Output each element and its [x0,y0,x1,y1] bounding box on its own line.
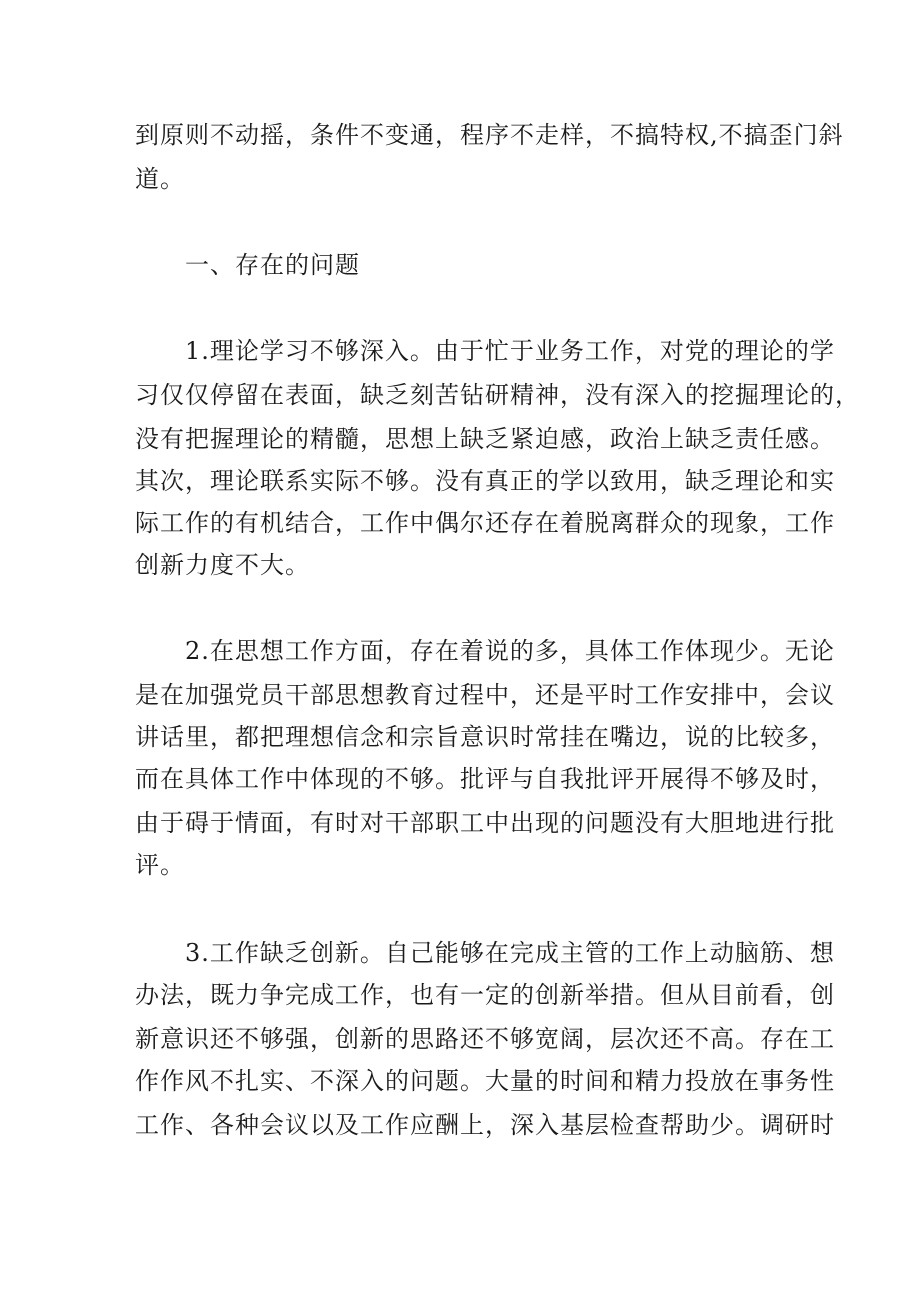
paragraph-3-line: 3.工作缺乏创新。自己能够在完成主管的工作上动脑筋、想 [185,939,835,967]
intro-line: 到原则不动摇，条件不变通，程序不走样，不搞特权,不搞歪门斜 [135,121,844,149]
intro-line: 道。 [135,165,185,193]
paragraph-2-line: 讲话里，都把理想信念和宗旨意识时常挂在嘴边，说的比较多， [135,723,835,751]
paragraph-1-line: 创新力度不大。 [135,551,310,579]
paragraph-2-line: 评。 [135,851,185,879]
paragraph-1-line: 没有把握理论的精髓，思想上缺乏紧迫感，政治上缺乏责任感。 [135,425,835,453]
section-heading: 一、存在的问题 [185,251,360,279]
paragraph-1-line: 1.理论学习不够深入。由于忙于业务工作，对党的理论的学 [185,337,835,365]
paragraph-2-line: 而在具体工作中体现的不够。批评与自我批评开展得不够及时， [135,765,835,793]
paragraph-3-line: 办法，既力争完成工作，也有一定的创新举措。但从目前看，创 [135,981,835,1009]
paragraph-1-line: 际工作的有机结合，工作中偶尔还存在着脱离群众的现象，工作 [135,509,835,537]
paragraph-1-line: 其次，理论联系实际不够。没有真正的学以致用，缺乏理论和实 [135,467,835,495]
paragraph-1-line: 习仅仅停留在表面，缺乏刻苦钻研精神，没有深入的挖掘理论的， [135,381,860,409]
paragraph-3-line: 作作风不扎实、不深入的问题。大量的时间和精力投放在事务性 [135,1067,835,1095]
paragraph-2-line: 由于碍于情面，有时对干部职工中出现的问题没有大胆地进行批 [135,809,835,837]
paragraph-3-line: 工作、各种会议以及工作应酬上，深入基层检查帮助少。调研时 [135,1111,835,1139]
paragraph-2-line: 是在加强党员干部思想教育过程中，还是平时工作安排中，会议 [135,681,835,709]
paragraph-2-line: 2.在思想工作方面，存在着说的多，具体工作体现少。无论 [185,637,835,665]
paragraph-3-line: 新意识还不够强，创新的思路还不够宽阔，层次还不高。存在工 [135,1025,835,1053]
